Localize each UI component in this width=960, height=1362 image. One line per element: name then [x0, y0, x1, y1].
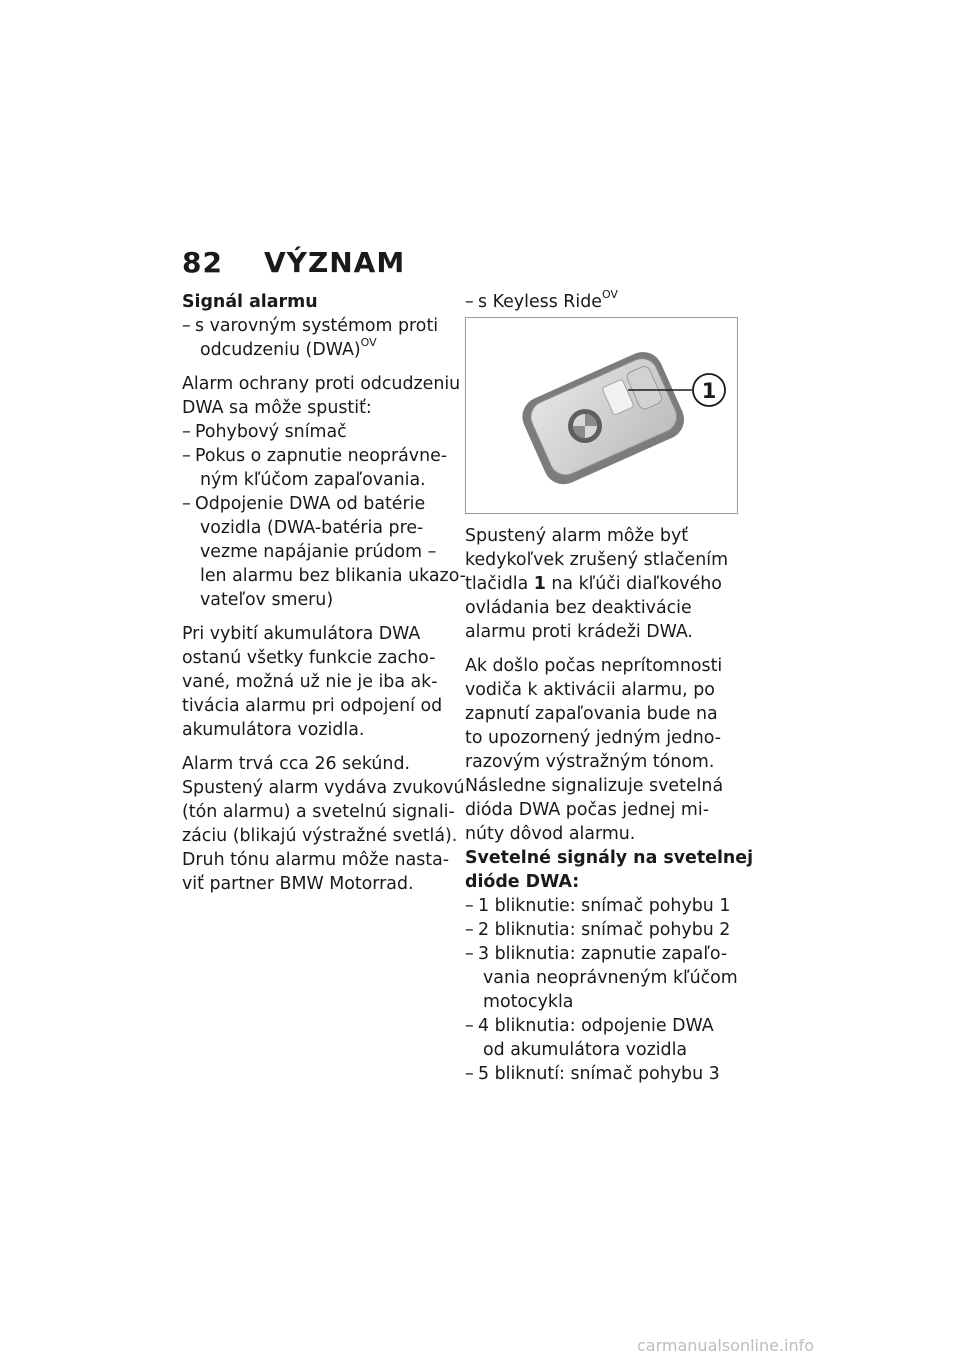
trigger-list: – Pohybový snímač – Pokus o zapnutie neoprávne- ným kľúčom zapaľovania. – Odpojenie DWA od batérie vozidla (DWA-batéria pre- vezme napájanie prúdom – len alarmu bez blikania ukazo- vateľov smeru) — [182, 422, 466, 610]
button-reference: 1 — [533, 574, 546, 594]
paragraph: Alarm trvá cca 26 sekúnd. Spustený alarm vydáva zvukovú (tón alarmu) a svetelnú signali- záciu (blikajú výstražné svetlá). Druh tónu alarmu môže nasta- viť partner BMW Motorrad. — [182, 754, 465, 894]
watermark: carmanualsonline.info — [637, 1336, 815, 1355]
paragraph: Spustený alarm môže byť kedykoľvek zrušený stlačením tlačidla 1 na kľúči diaľkového ovládania bez deaktivácie alarmu proti krádeži DWA. — [465, 526, 729, 642]
paragraph: Ak došlo počas neprítomnosti vodiča k aktivácii alarmu, po zapnutí zapaľovania bude na to upozornený jedným jedno- razovým výstražným tónom. Následne signalizuje svetelná dióda DWA počas jednej mi- núty dôvod alarmu. — [465, 656, 724, 844]
list-item: – Pohybový snímač — [182, 422, 347, 442]
page-title: VÝZNAM — [264, 246, 406, 279]
option-marker: OV — [601, 288, 618, 302]
section-heading: Svetelné signály na svetelnej dióde DWA: — [465, 848, 754, 892]
section-heading: Signál alarmu — [182, 292, 318, 312]
dash-bullet: – — [182, 316, 191, 336]
list-item: – s Keyless Ride$^{OV}$ — [465, 288, 618, 312]
list-item: – Pokus o zapnutie neoprávne- — [182, 446, 448, 466]
page-number: 82 — [182, 246, 223, 279]
paragraph: Pri vybití akumulátora DWA ostanú všetky funkcie zacho- vané, možná už nie je iba ak- tivácia alarmu pri odpojení od akumulátora vozidla. — [182, 624, 443, 740]
list-item: – s varovným systémom proti odcudzeniu (DWA)$^{OV}$ — [182, 316, 439, 360]
option-marker: OV — [360, 336, 377, 350]
key-fob-figure — [465, 317, 738, 514]
left-column — [182, 290, 466, 906]
signal-list: – 1 bliknutie: snímač pohybu 1 – 2 bliknutia: snímač pohybu 2 – 3 bliknutia: zapnutie zapaľo- vania neoprávneným kľúčom motocykla – 4 bliknutia: odpojenie DWA od akumulátora vozidla – 5 bliknutí: snímač pohybu 3 — [465, 894, 740, 1086]
list-item: – Odpojenie DWA od batérie — [182, 494, 426, 514]
callout-label: 1 — [701, 379, 717, 403]
key-fob-icon — [516, 346, 690, 491]
list-item: – 4 bliknutia: odpojenie DWA — [465, 1016, 714, 1036]
right-column — [465, 288, 754, 1086]
list-item: – 2 bliknutia: snímač pohybu 2 — [465, 920, 731, 940]
list-item: – 3 bliknutia: zapnutie zapaľo- — [465, 944, 728, 964]
key-fob-illustration — [466, 318, 738, 514]
paragraph: Alarm ochrany proti odcudzeniu DWA sa môže spustiť: — [182, 374, 461, 418]
page-header — [182, 246, 405, 279]
list-item: – 1 bliknutie: snímač pohybu 1 — [465, 896, 731, 916]
bmw-logo-icon — [568, 409, 602, 443]
list-item: – 5 bliknutí: snímač pohybu 3 — [465, 1064, 720, 1084]
